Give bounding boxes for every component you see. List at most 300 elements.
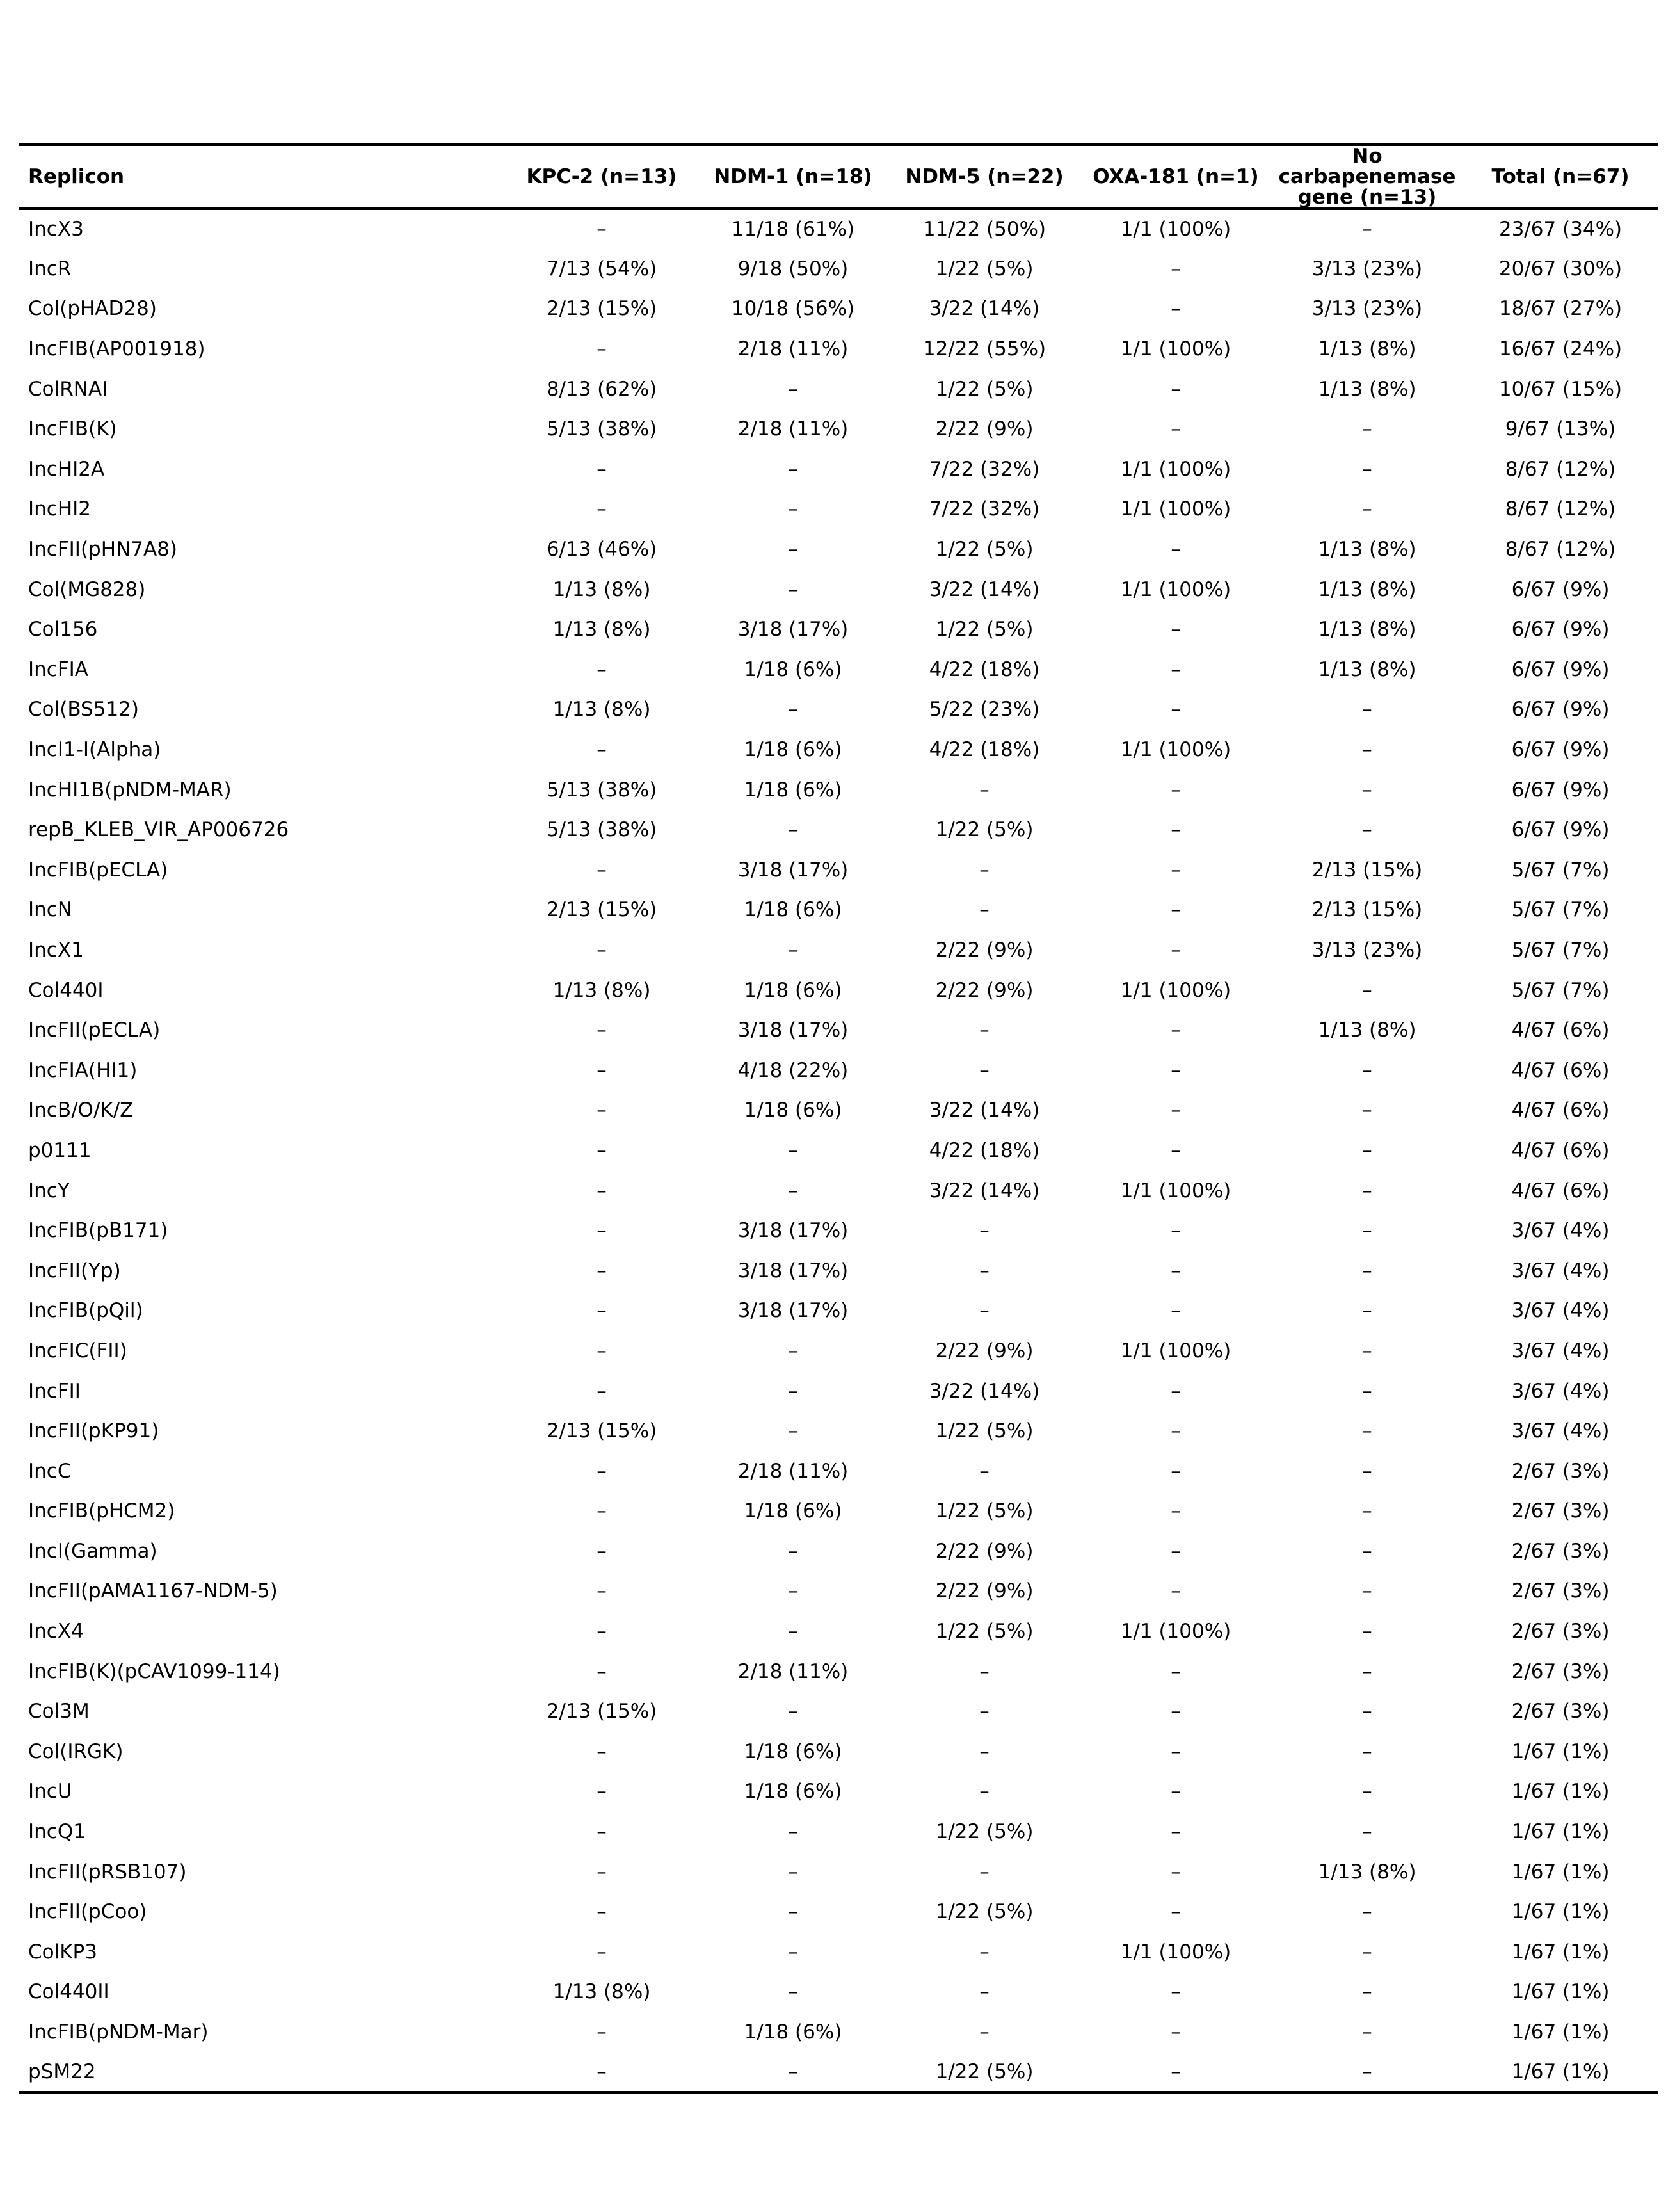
replicon-cell: IncFIB(pECLA)	[28, 858, 168, 882]
table-row	[19, 1170, 1658, 1211]
oxa181-cell: –	[1171, 1019, 1181, 1042]
ndm5-cell: 2/22 (9%)	[935, 417, 1034, 441]
total-cell: 6/67 (9%)	[1511, 658, 1610, 681]
table-row	[19, 650, 1658, 690]
kpc2-cell: 5/13 (38%)	[546, 778, 657, 802]
table-row	[19, 249, 1658, 289]
kpc2-cell: –	[597, 1459, 607, 1483]
ndm5-cell: 11/22 (50%)	[922, 218, 1046, 241]
table-row	[19, 1010, 1658, 1051]
replicon-cell: IncFIB(pNDM-Mar)	[28, 2021, 209, 2044]
oxa181-cell: –	[1171, 938, 1181, 962]
replicon-cell: IncX4	[28, 1620, 84, 1643]
kpc2-cell: –	[597, 858, 607, 882]
ndm1-cell: –	[788, 377, 798, 401]
table-row	[19, 1331, 1658, 1371]
table-row	[19, 289, 1658, 329]
oxa181-cell: 1/1 (100%)	[1120, 1179, 1231, 1202]
total-cell: 3/67 (4%)	[1511, 1219, 1610, 1243]
ndm1-cell: –	[788, 1379, 798, 1403]
no-carbapenemase-cell: –	[1362, 1820, 1372, 1844]
oxa181-cell: –	[1171, 1659, 1181, 1683]
kpc2-cell: 5/13 (38%)	[546, 417, 657, 441]
ndm5-cell: 1/22 (5%)	[935, 1620, 1034, 1643]
ndm1-cell: –	[788, 818, 798, 842]
oxa181-cell: –	[1171, 297, 1181, 321]
replicon-cell: IncHI2	[28, 497, 92, 521]
kpc2-cell: 2/13 (15%)	[546, 1419, 657, 1443]
ndm5-cell: 7/22 (32%)	[929, 497, 1040, 521]
table-row	[19, 1651, 1658, 1691]
ndm1-cell: 2/18 (11%)	[737, 1459, 849, 1483]
table-header	[19, 145, 1658, 209]
table-row	[19, 1131, 1658, 1171]
header-total: Total (n=67)	[1463, 145, 1658, 209]
replicon-cell: IncFII(pKP91)	[28, 1419, 159, 1443]
ndm1-cell: –	[788, 577, 798, 601]
ndm1-cell: 3/18 (17%)	[737, 858, 849, 882]
ndm1-cell: –	[788, 457, 798, 481]
ndm5-cell: –	[979, 1259, 990, 1282]
replicon-cell: IncFIB(K)(pCAV1099-114)	[28, 1659, 280, 1683]
ndm1-cell: –	[788, 1860, 798, 1884]
replicon-cell: IncFIA	[28, 658, 89, 681]
replicon-cell: Col(BS512)	[28, 698, 139, 722]
ndm5-cell: 3/22 (14%)	[929, 1379, 1040, 1403]
no-carbapenemase-cell: –	[1362, 1780, 1372, 1804]
no-carbapenemase-cell: –	[1362, 1339, 1372, 1362]
total-cell: 3/67 (4%)	[1511, 1339, 1610, 1362]
table-row	[19, 1411, 1658, 1451]
ndm5-cell: –	[979, 858, 990, 882]
ndm1-cell: 3/18 (17%)	[737, 1259, 849, 1282]
ndm1-cell: 1/18 (6%)	[744, 778, 842, 802]
table-row	[19, 2052, 1658, 2092]
total-cell: 3/67 (4%)	[1511, 1419, 1610, 1443]
replicon-cell: IncFIB(AP001918)	[28, 337, 205, 361]
replicon-table	[19, 143, 1658, 2094]
oxa181-cell: –	[1171, 658, 1181, 681]
ndm5-cell: –	[979, 1299, 990, 1323]
table-row	[19, 1772, 1658, 1812]
kpc2-cell: –	[597, 337, 607, 361]
ndm5-cell: 5/22 (23%)	[929, 698, 1040, 722]
oxa181-cell: –	[1171, 858, 1181, 882]
table-row	[19, 1211, 1658, 1251]
replicon-cell: p0111	[28, 1138, 92, 1162]
ndm1-cell: 1/18 (6%)	[744, 1780, 842, 1804]
total-cell: 23/67 (34%)	[1498, 218, 1623, 241]
kpc2-cell: –	[597, 1620, 607, 1643]
oxa181-cell: –	[1171, 698, 1181, 722]
replicon-cell: IncC	[28, 1459, 72, 1483]
oxa181-cell: –	[1171, 1058, 1181, 1082]
ndm1-cell: –	[788, 1539, 798, 1563]
ndm5-cell: –	[979, 1659, 990, 1683]
kpc2-cell: –	[597, 1860, 607, 1884]
no-carbapenemase-cell: 3/13 (23%)	[1311, 257, 1423, 280]
oxa181-cell: –	[1171, 1138, 1181, 1162]
no-carbapenemase-cell: 2/13 (15%)	[1311, 858, 1423, 882]
table-row	[19, 690, 1658, 730]
ndm1-cell: –	[788, 1419, 798, 1443]
table-row	[19, 930, 1658, 971]
oxa181-cell: –	[1171, 818, 1181, 842]
total-cell: 6/67 (9%)	[1511, 778, 1610, 802]
kpc2-cell: 8/13 (62%)	[546, 377, 657, 401]
ndm1-cell: 3/18 (17%)	[737, 1299, 849, 1323]
no-carbapenemase-cell: –	[1362, 1138, 1372, 1162]
total-cell: 1/67 (1%)	[1511, 1980, 1610, 2004]
replicon-cell: IncFII	[28, 1379, 81, 1403]
oxa181-cell: 1/1 (100%)	[1120, 577, 1231, 601]
total-cell: 8/67 (12%)	[1505, 497, 1616, 521]
ndm5-cell: –	[979, 1860, 990, 1884]
ndm1-cell: –	[788, 1620, 798, 1643]
table-row	[19, 529, 1658, 570]
no-carbapenemase-cell: –	[1362, 1539, 1372, 1563]
kpc2-cell: –	[506, 2052, 698, 2092]
no-carbapenemase-cell: –	[1362, 1579, 1372, 1603]
no-carbapenemase-cell: 1/13 (8%)	[1318, 577, 1416, 601]
replicon-cell: IncFII(pECLA)	[28, 1019, 161, 1042]
table-row	[19, 209, 1658, 249]
no-carbapenemase-cell: –	[1362, 1419, 1372, 1443]
total-cell: 2/67 (3%)	[1511, 1700, 1610, 1724]
no-carbapenemase-cell: –	[1362, 1459, 1372, 1483]
ndm1-cell: –	[788, 497, 798, 521]
no-carbapenemase-cell: –	[1362, 698, 1372, 722]
table-row	[19, 890, 1658, 930]
header-kpc2: KPC-2 (n=13)	[506, 145, 698, 209]
table-row	[19, 1852, 1658, 1892]
no-carbapenemase-cell: 2/13 (15%)	[1311, 898, 1423, 922]
ndm1-cell: 9/18 (50%)	[737, 257, 849, 280]
oxa181-cell: –	[1171, 1860, 1181, 1884]
ndm5-cell: –	[979, 1940, 990, 1964]
table-row	[19, 610, 1658, 650]
ndm1-cell: 3/18 (17%)	[737, 1019, 849, 1042]
kpc2-cell: –	[597, 1099, 607, 1122]
oxa181-cell: 1/1 (100%)	[1120, 1620, 1231, 1643]
oxa181-cell: –	[1171, 618, 1181, 642]
replicon-cell: IncFIB(pB171)	[28, 1219, 168, 1243]
kpc2-cell: 7/13 (54%)	[546, 257, 657, 280]
no-carbapenemase-cell: –	[1362, 497, 1372, 521]
no-carbapenemase-cell: –	[1362, 1299, 1372, 1323]
ndm1-cell: –	[788, 1700, 798, 1724]
header-row	[19, 145, 1658, 209]
ndm1-cell: –	[788, 1820, 798, 1844]
kpc2-cell: –	[597, 938, 607, 962]
kpc2-cell: –	[597, 1740, 607, 1763]
oxa181-cell: –	[1171, 1099, 1181, 1122]
total-cell: 1/67 (1%)	[1511, 1740, 1610, 1763]
table-row	[19, 1691, 1658, 1732]
ndm5-cell: –	[979, 2021, 990, 2044]
no-carbapenemase-cell: –	[1362, 417, 1372, 441]
replicon-cell: IncFII(pCoo)	[28, 1900, 147, 1924]
replicon-cell: IncY	[28, 1179, 70, 1202]
no-carbapenemase-cell: 1/13 (8%)	[1318, 1019, 1416, 1042]
oxa181-cell: –	[1171, 1579, 1181, 1603]
oxa181-cell: 1/1 (100%)	[1120, 978, 1231, 1002]
table-row	[19, 1611, 1658, 1652]
no-carbapenemase-cell: –	[1362, 738, 1372, 762]
ndm5-cell: 1/22 (5%)	[935, 538, 1034, 561]
kpc2-cell: –	[597, 457, 607, 481]
total-cell: 5/67 (7%)	[1511, 938, 1610, 962]
oxa181-cell: 1/1 (100%)	[1120, 738, 1231, 762]
kpc2-cell: –	[597, 1019, 607, 1042]
replicon-cell: repB_KLEB_VIR_AP006726	[28, 818, 289, 842]
ndm1-cell: –	[788, 698, 798, 722]
ndm5-cell: 2/22 (9%)	[935, 938, 1034, 962]
table-row	[19, 409, 1658, 449]
total-cell: 1/67 (1%)	[1511, 1900, 1610, 1924]
table-row	[19, 489, 1658, 529]
oxa181-cell: 1/1 (100%)	[1120, 337, 1231, 361]
kpc2-cell: –	[597, 658, 607, 681]
ndm1-cell: –	[788, 1980, 798, 2004]
oxa181-cell: –	[1171, 2021, 1181, 2044]
ndm5-cell: –	[979, 898, 990, 922]
kpc2-cell: –	[597, 1659, 607, 1683]
no-carbapenemase-cell: –	[1362, 818, 1372, 842]
replicon-cell: IncFII(pRSB107)	[28, 1860, 187, 1884]
kpc2-cell: 6/13 (46%)	[546, 538, 657, 561]
ndm1-cell: 2/18 (11%)	[737, 337, 849, 361]
oxa181-cell: –	[1171, 898, 1181, 922]
replicon-cell: IncFIB(pHCM2)	[28, 1499, 175, 1523]
no-carbapenemase-cell: –	[1362, 457, 1372, 481]
oxa181-cell: 1/1 (100%)	[1120, 218, 1231, 241]
kpc2-cell: 1/13 (8%)	[552, 698, 651, 722]
replicon-cell: IncFIA(HI1)	[28, 1058, 138, 1082]
no-carbapenemase-cell: –	[1362, 1499, 1372, 1523]
ndm1-cell: 1/18 (6%)	[744, 1499, 842, 1523]
table-row	[19, 730, 1658, 770]
kpc2-cell: –	[597, 1900, 607, 1924]
total-cell: 1/67 (1%)	[1511, 1820, 1610, 1844]
table-row	[19, 1531, 1658, 1572]
total-cell: 4/67 (6%)	[1511, 1138, 1610, 1162]
no-carbapenemase-cell: 1/13 (8%)	[1318, 538, 1416, 561]
ndm5-cell: –	[979, 1459, 990, 1483]
no-carbapenemase-cell: –	[1362, 1620, 1372, 1643]
replicon-cell: Col440I	[28, 978, 104, 1002]
no-carbapenemase-cell: –	[1362, 218, 1372, 241]
no-carbapenemase-cell: –	[1362, 1259, 1372, 1282]
total-cell: 5/67 (7%)	[1511, 858, 1610, 882]
replicon-cell: IncI1-I(Alpha)	[28, 738, 161, 762]
ndm5-cell: 4/22 (18%)	[929, 1138, 1040, 1162]
kpc2-cell: –	[597, 1499, 607, 1523]
table-row	[19, 970, 1658, 1010]
ndm5-cell: 2/22 (9%)	[935, 1539, 1034, 1563]
ndm5-cell: 1/22 (5%)	[935, 618, 1034, 642]
replicon-cell: IncFII(Yp)	[28, 1259, 121, 1282]
total-cell: 6/67 (9%)	[1511, 698, 1610, 722]
ndm5-cell: 1/22 (5%)	[935, 1419, 1034, 1443]
total-cell: 2/67 (3%)	[1511, 1539, 1610, 1563]
replicon-cell: Col(pHAD28)	[28, 297, 157, 321]
ndm1-cell: 3/18 (17%)	[737, 1219, 849, 1243]
ndm1-cell: 1/18 (6%)	[744, 898, 842, 922]
kpc2-cell: –	[597, 1780, 607, 1804]
header-replicon: Replicon	[19, 145, 506, 209]
oxa181-cell: 1/1 (100%)	[1120, 457, 1231, 481]
total-cell: 6/67 (9%)	[1511, 818, 1610, 842]
ndm5-cell: 2/22 (9%)	[935, 978, 1034, 1002]
total-cell: 4/67 (6%)	[1511, 1058, 1610, 1082]
kpc2-cell: 1/13 (8%)	[552, 618, 651, 642]
ndm1-cell: 11/18 (61%)	[731, 218, 855, 241]
kpc2-cell: –	[597, 2021, 607, 2044]
ndm5-cell: –	[979, 1740, 990, 1763]
replicon-cell: ColKP3	[28, 1940, 97, 1964]
total-cell: 8/67 (12%)	[1505, 538, 1616, 561]
oxa181-cell: –	[1171, 778, 1181, 802]
ndm5-cell: 3/22 (14%)	[929, 577, 1040, 601]
ndm1-cell: –	[788, 1900, 798, 1924]
total-cell: 3/67 (4%)	[1511, 1259, 1610, 1282]
oxa181-cell: –	[1171, 1299, 1181, 1323]
no-carbapenemase-cell: –	[1362, 778, 1372, 802]
no-carbapenemase-cell: 1/13 (8%)	[1318, 1860, 1416, 1884]
no-carbapenemase-cell: 1/13 (8%)	[1318, 337, 1416, 361]
oxa181-cell: –	[1171, 377, 1181, 401]
header-ndm5: NDM-5 (n=22)	[888, 145, 1080, 209]
oxa181-cell: –	[1171, 1900, 1181, 1924]
total-cell: 1/67 (1%)	[1511, 1780, 1610, 1804]
ndm1-cell: 10/18 (56%)	[731, 297, 855, 321]
oxa181-cell: –	[1171, 1499, 1181, 1523]
table-row	[19, 1732, 1658, 1772]
no-carbapenemase-cell: 1/13 (8%)	[1318, 618, 1416, 642]
ndm5-cell: 7/22 (32%)	[929, 457, 1040, 481]
kpc2-cell: 5/13 (38%)	[546, 818, 657, 842]
total-cell: 1/67 (1%)	[1511, 1860, 1610, 1884]
ndm5-cell: 1/22 (5%)	[935, 818, 1034, 842]
table-row	[19, 1812, 1658, 1852]
kpc2-cell: –	[597, 1339, 607, 1362]
replicon-cell: IncFII(pAMA1167-NDM-5)	[28, 1579, 278, 1603]
total-cell: 6/67 (9%)	[1511, 577, 1610, 601]
ndm5-cell: 1/22 (5%)	[935, 1499, 1034, 1523]
total-cell: 4/67 (6%)	[1511, 1099, 1610, 1122]
oxa181-cell: –	[1171, 1539, 1181, 1563]
replicon-cell: Col440II	[28, 1980, 109, 2004]
ndm5-cell: 3/22 (14%)	[929, 297, 1040, 321]
ndm1-cell: –	[788, 1138, 798, 1162]
ndm5-cell: –	[979, 1980, 990, 2004]
total-cell: 1/67 (1%)	[1511, 2021, 1610, 2044]
header-oxa181: OXA-181 (n=1)	[1080, 145, 1271, 209]
replicon-cell: pSM22	[19, 2052, 506, 2092]
kpc2-cell: 2/13 (15%)	[546, 297, 657, 321]
table-row	[19, 1571, 1658, 1611]
ndm1-cell: 3/18 (17%)	[737, 618, 849, 642]
total-cell: 5/67 (7%)	[1511, 978, 1610, 1002]
ndm5-cell: 2/22 (9%)	[935, 1579, 1034, 1603]
oxa181-cell: –	[1171, 1459, 1181, 1483]
ndm5-cell: 1/22 (5%)	[935, 377, 1034, 401]
ndm1-cell: 1/18 (6%)	[744, 738, 842, 762]
ndm5-cell: –	[979, 1219, 990, 1243]
total-cell: 16/67 (24%)	[1498, 337, 1623, 361]
ndm5-cell: 4/22 (18%)	[929, 738, 1040, 762]
replicon-cell: IncHI2A	[28, 457, 105, 481]
ndm1-cell: 1/18 (6%)	[744, 658, 842, 681]
kpc2-cell: –	[597, 1219, 607, 1243]
ndm5-cell: 1/22 (5%)	[935, 1820, 1034, 1844]
no-carbapenemase-cell: –	[1362, 2021, 1372, 2044]
ndm5-cell: 3/22 (14%)	[929, 1179, 1040, 1202]
kpc2-cell: –	[597, 218, 607, 241]
no-carbapenemase-cell: 3/13 (23%)	[1311, 938, 1423, 962]
oxa181-cell: 1/1 (100%)	[1120, 1339, 1231, 1362]
kpc2-cell: –	[597, 1299, 607, 1323]
table-row	[19, 1250, 1658, 1291]
table-row	[19, 1371, 1658, 1411]
table-row	[19, 449, 1658, 490]
total-cell: 9/67 (13%)	[1505, 417, 1616, 441]
ndm1-cell: 1/18 (6%)	[744, 978, 842, 1002]
ndm1-cell: –	[788, 1579, 798, 1603]
kpc2-cell: –	[597, 1259, 607, 1282]
table-row	[19, 1972, 1658, 2012]
ndm5-cell: –	[979, 1780, 990, 1804]
replicon-table-container	[19, 143, 1658, 2094]
no-carbapenemase-cell: 1/13 (8%)	[1318, 658, 1416, 681]
total-cell: 2/67 (3%)	[1511, 1620, 1610, 1643]
kpc2-cell: –	[597, 1138, 607, 1162]
table-row	[19, 850, 1658, 891]
ndm1-cell: 2/18 (11%)	[737, 417, 849, 441]
table-row	[19, 2012, 1658, 2053]
kpc2-cell: –	[597, 1940, 607, 1964]
oxa181-cell: 1/1 (100%)	[1120, 1940, 1231, 1964]
total-cell: 4/67 (6%)	[1511, 1019, 1610, 1042]
table-body	[19, 209, 1658, 2092]
no-carbapenemase-cell: –	[1362, 1700, 1372, 1724]
table-row	[19, 810, 1658, 850]
no-carbapenemase-cell: –	[1362, 1379, 1372, 1403]
total-cell: 3/67 (4%)	[1511, 1379, 1610, 1403]
table-row	[19, 369, 1658, 409]
kpc2-cell: 1/13 (8%)	[552, 1980, 651, 2004]
no-carbapenemase-cell: 3/13 (23%)	[1311, 297, 1423, 321]
oxa181-cell: –	[1171, 1780, 1181, 1804]
oxa181-cell: –	[1171, 257, 1181, 280]
replicon-cell: IncU	[28, 1780, 72, 1804]
replicon-cell: ColRNAI	[28, 377, 108, 401]
replicon-cell: IncFIC(FII)	[28, 1339, 127, 1362]
replicon-cell: IncX3	[28, 218, 84, 241]
ndm1-cell: –	[698, 2052, 888, 2092]
kpc2-cell: –	[597, 738, 607, 762]
oxa181-cell: –	[1171, 1219, 1181, 1243]
table-row	[19, 1491, 1658, 1531]
kpc2-cell: 1/13 (8%)	[552, 978, 651, 1002]
kpc2-cell: 2/13 (15%)	[546, 898, 657, 922]
replicon-cell: Col156	[28, 618, 98, 642]
kpc2-cell: –	[597, 1539, 607, 1563]
replicon-cell: Col(MG828)	[28, 577, 146, 601]
no-carbapenemase-cell: –	[1362, 1099, 1372, 1122]
kpc2-cell: 1/13 (8%)	[552, 577, 651, 601]
